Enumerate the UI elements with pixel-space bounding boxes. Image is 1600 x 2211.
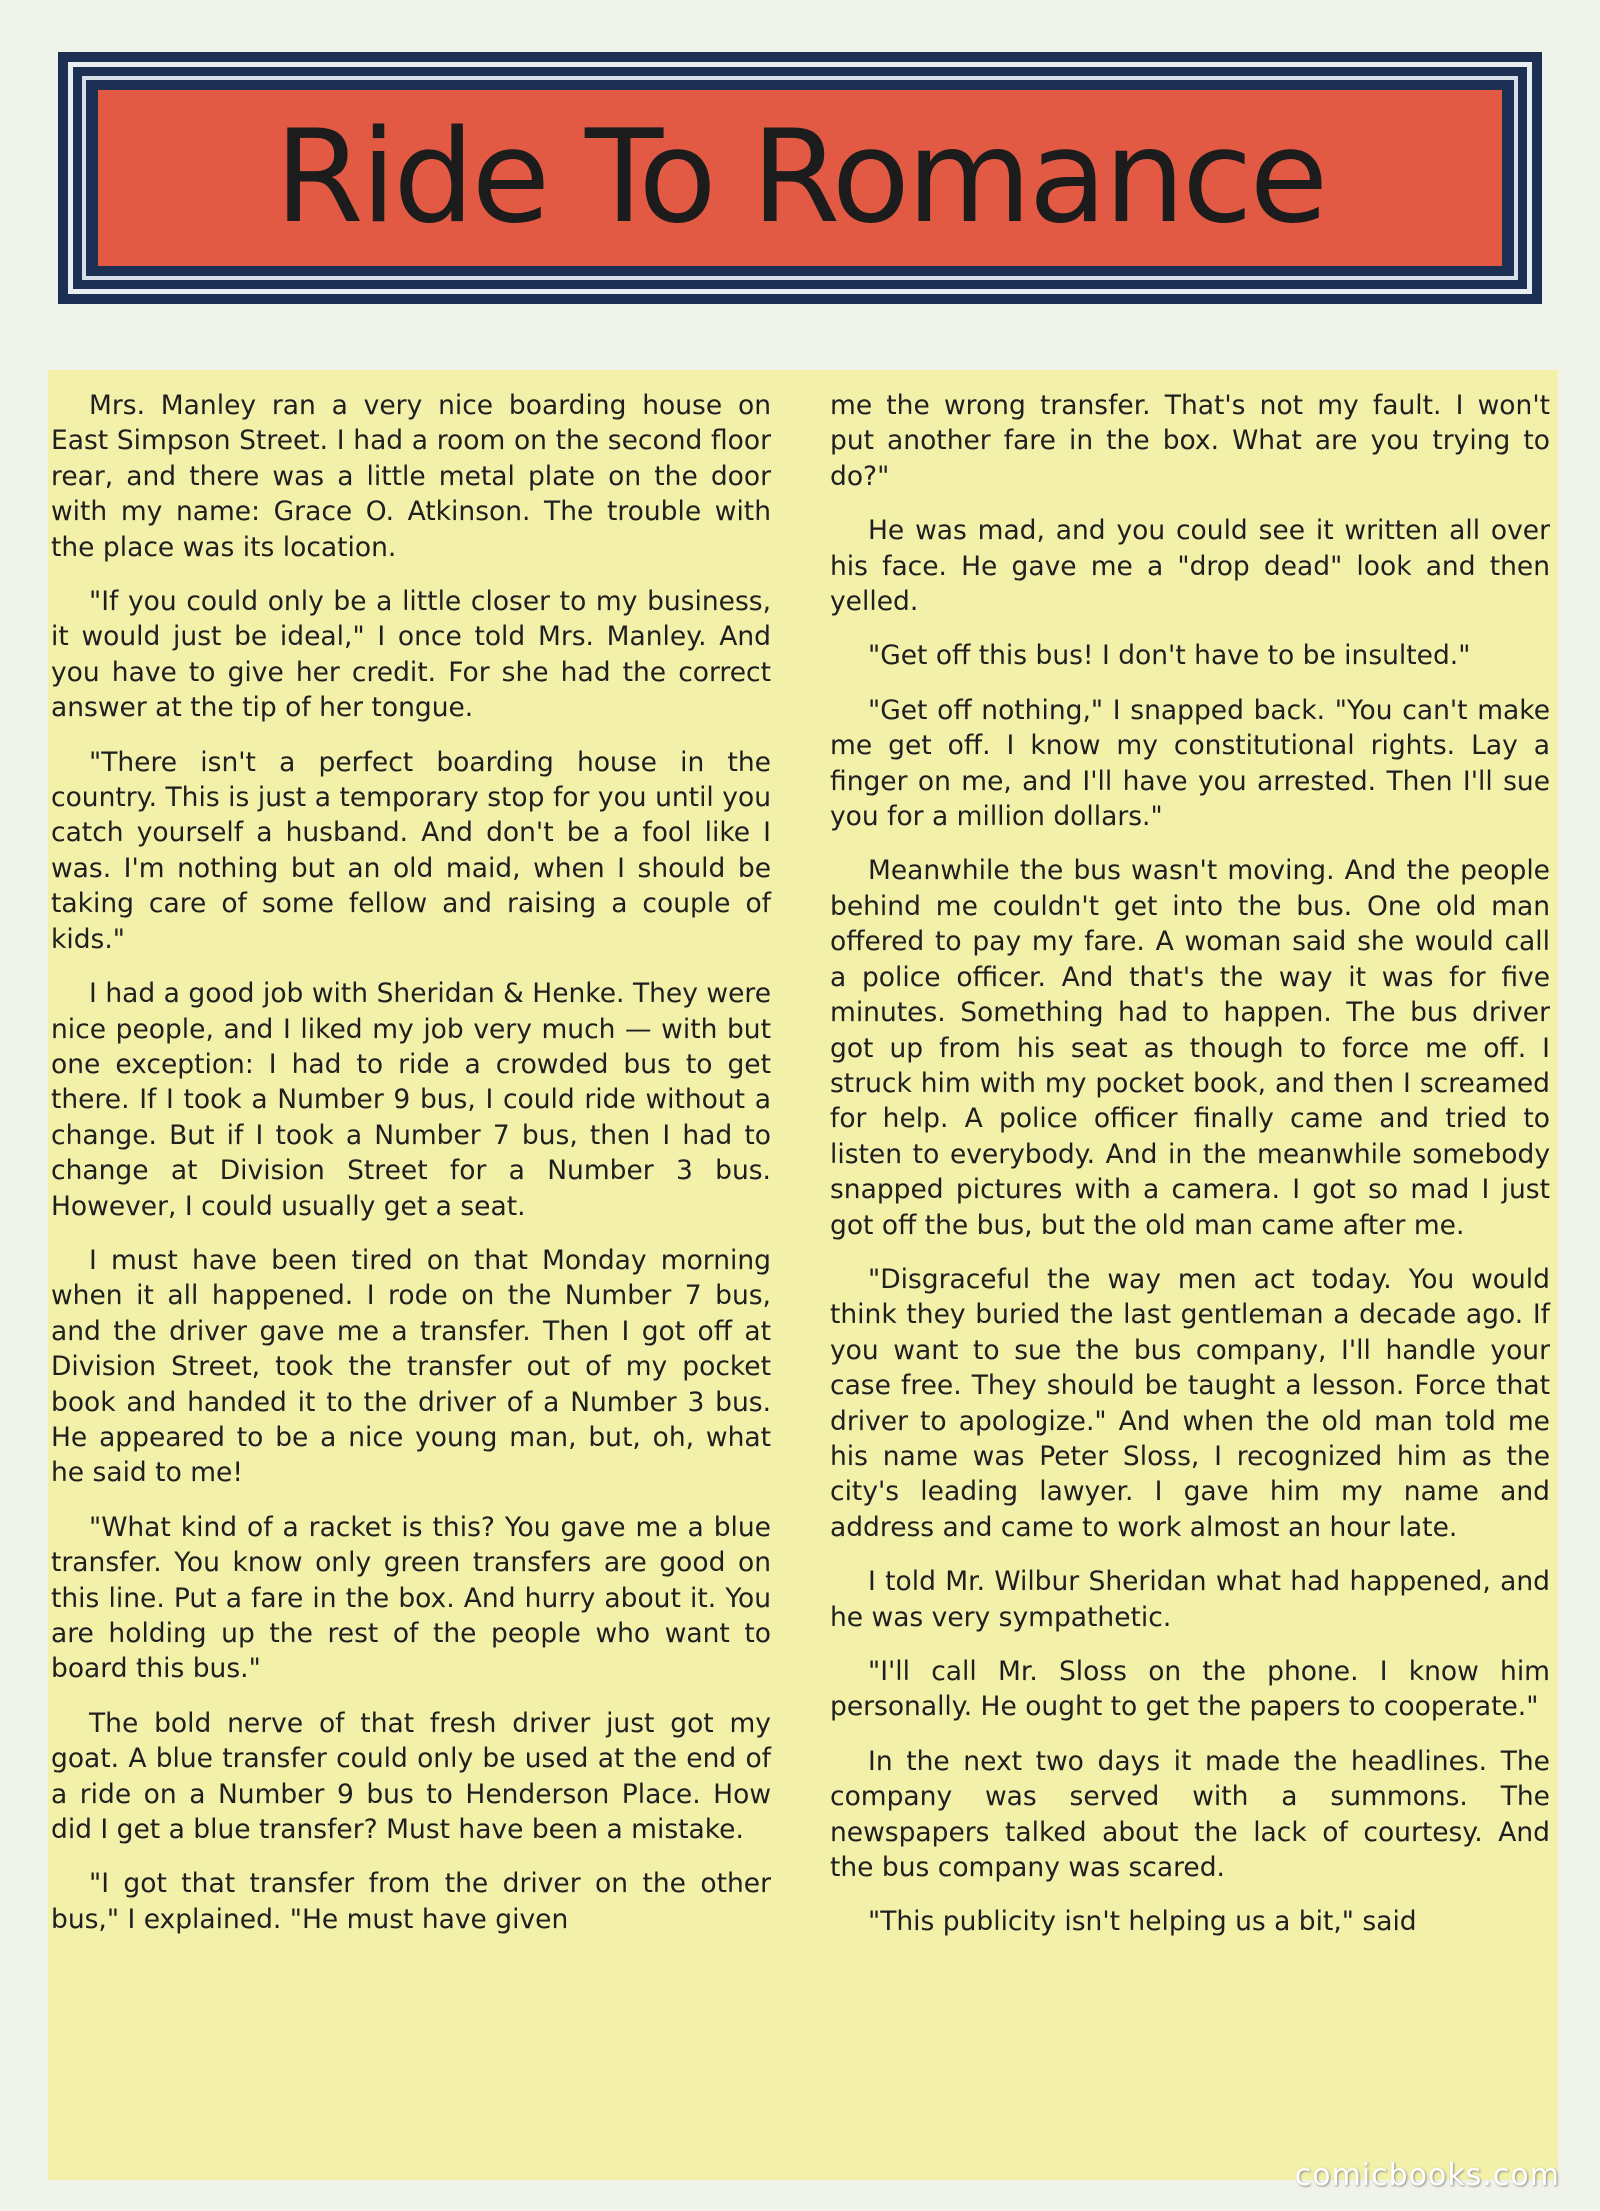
story-panel: [48, 370, 1558, 2180]
paragraph: I had a good job with Sheridan & Henke. They were nice people, and I liked my job very much — with but one exception: I had to ride a crowded bus to get there. If I took a Number 9 bus, I could ride without a change. But if I took a Number 7 bus, then I had to change at Division Street for a Number 3 bus. However, I could usually get a seat.: [51, 978, 771, 1222]
paragraph-continued: me the wrong transfer. That's not my fault. I won't put another fare in the box. What are you trying to do?": [830, 390, 1550, 492]
watermark: comicbooks.com: [1294, 2158, 1560, 2193]
left-column: [51, 388, 771, 1956]
paragraph: "Get off this bus! I don't have to be insulted.": [868, 640, 1471, 672]
right-column: [830, 388, 1550, 1959]
paragraph: He was mad, and you could see it written all over his face. He gave me a "drop dead" look and then yelled.: [830, 515, 1550, 618]
paragraph: "This publicity isn't helping us a bit," said: [868, 1906, 1417, 1938]
paragraph: "There isn't a perfect boarding house in the country. This is just a temporary stop for you until you catch yourself a husband. And don't be a fool like I was. I'm nothing but an old maid, when I should be taking care of some fellow and raising a couple of kids.": [51, 746, 771, 955]
paragraph: Meanwhile the bus wasn't moving. And the people behind me couldn't get into the bus. One old man offered to pay my fare. A woman said she would call a police officer. And that's the way it was for five minutes. Something had to happen. The bus driver got up from his seat as though to force me off. I struck him with my pocket book, and then I screamed for help. A police officer finally came and tried to listen to everybody. And in the meanwhile somebody snapped pictures with a camera. I got so mad I just got off the bus, but the old man came after me.: [830, 855, 1550, 1241]
paragraph: In the next two days it made the headlines. The company was served with a summons. The newspapers talked about the lack of courtesy. And the bus company was scared.: [830, 1745, 1550, 1884]
paragraph: "Get off nothing," I snapped back. "You can't make me get off. I know my constitutional rights. Lay a finger on me, and I'll have you arrested. Then I'll sue you for a million dollars.": [830, 694, 1550, 833]
paragraph: "I'll call Mr. Sloss on the phone. I know him personally. He ought to get the papers to cooperate.": [830, 1656, 1550, 1723]
paragraph: "Disgraceful the way men act today. You would think they buried the last gentleman a decade ago. If you want to sue the bus company, I'll handle your case free. They should be taught a lesson. Force that driver to apologize." And when the old man told me his name was Peter Sloss, I recognized him as the city's leading lawyer. I gave him my name and address and came to work almost an hour late.: [830, 1263, 1550, 1543]
paragraph: "If you could only be a little closer to my business, it would just be ideal," I once told Mrs. Manley. And you have to give her credit. For she had the correct answer at the tip of her tongue.: [51, 586, 771, 724]
paragraph: "I got that transfer from the driver on the other bus," I explained. "He must have given: [51, 1868, 771, 1935]
paragraph: Mrs. Manley ran a very nice boarding house on East Simpson Street. I had a room on the second floor rear, and there was a little metal plate on the door with my name: Grace O. Atkinson. The trouble with the place was its location.: [51, 390, 771, 563]
paragraph: I told Mr. Wilbur Sheridan what had happened, and he was very sympathetic.: [830, 1566, 1550, 1633]
paragraph: The bold nerve of that fresh driver just got my goat. A blue transfer could only be used at the end of a ride on a Number 9 bus to Henderson Place. How did I get a blue transfer? Must have been a mistake.: [51, 1707, 771, 1846]
story-title: Ride To Romance: [274, 103, 1326, 252]
paragraph: "What kind of a racket is this? You gave me a blue transfer. You know only green transfers are good on this line. Put a fare in the box. And hurry about it. You are holding up the rest of the people who want to board this bus.": [51, 1511, 771, 1685]
title-banner: [58, 52, 1542, 304]
paragraph: I must have been tired on that Monday morning when it all happened. I rode on the Number 7 bus, and the driver gave me a transfer. Then I got off at Division Street, took the transfer out of my pocket book and handed it to the driver of a Number 3 bus. He appeared to be a nice young man, but, oh, what he said to me!: [51, 1244, 771, 1489]
title-panel: [98, 90, 1502, 266]
